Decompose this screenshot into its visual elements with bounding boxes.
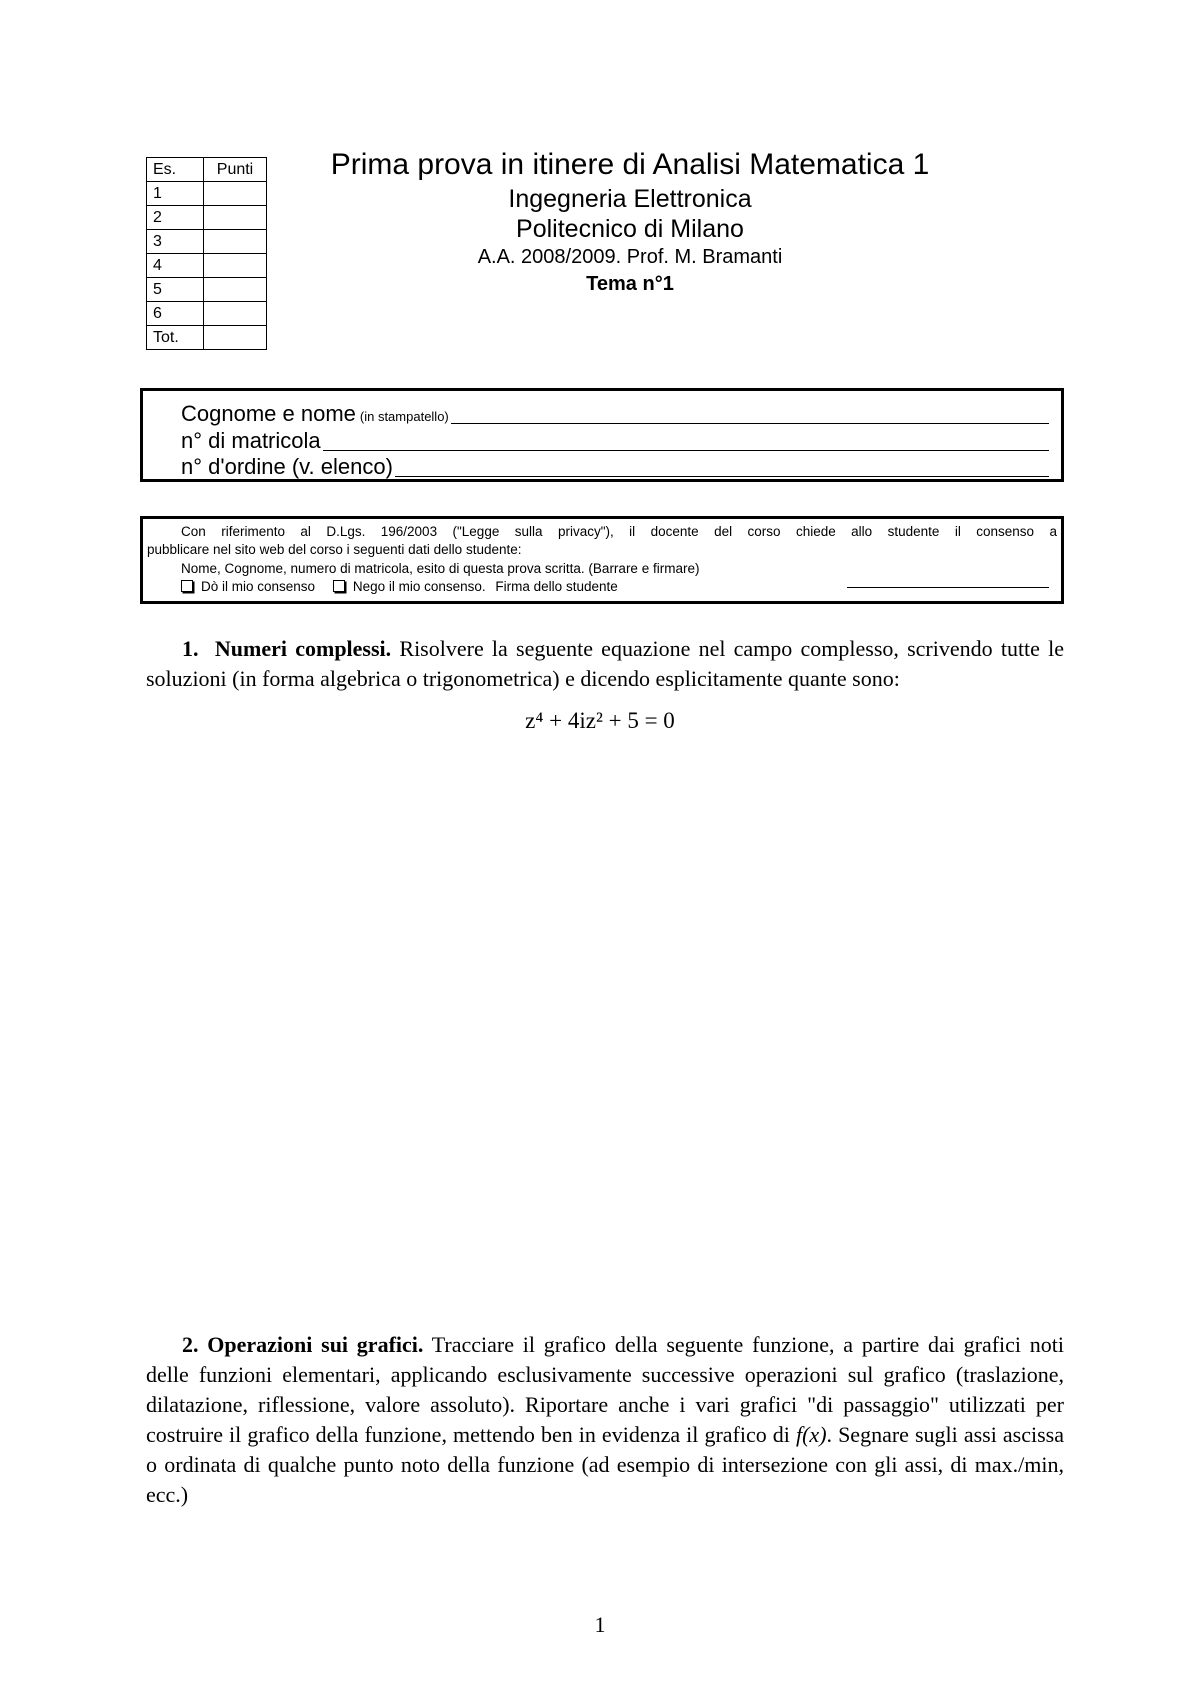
- score-row: [147, 206, 267, 230]
- consent-yes-checkbox[interactable]: [181, 580, 193, 592]
- score-cell[interactable]: [204, 230, 267, 254]
- ordine-field[interactable]: [395, 476, 1049, 477]
- score-cell[interactable]: [204, 302, 267, 326]
- exercise-1-heading: Numeri complessi.: [214, 636, 392, 661]
- score-table: [146, 157, 267, 350]
- signature-field[interactable]: [847, 587, 1049, 588]
- score-row-label: Tot.: [147, 326, 204, 350]
- name-row: [181, 401, 1049, 427]
- consent-no-checkbox[interactable]: [333, 580, 345, 592]
- privacy-line-3: Nome, Cognome, numero di matricola, esito di questa prova scritta. (Barrare e firmare): [181, 561, 700, 576]
- score-row: [147, 278, 267, 302]
- score-row: [147, 302, 267, 326]
- score-cell[interactable]: [204, 254, 267, 278]
- header-punti: Punti: [204, 158, 267, 182]
- score-cell[interactable]: [204, 182, 267, 206]
- score-row: [147, 182, 267, 206]
- exercise-1-equation: z⁴ + 4iz² + 5 = 0: [525, 708, 675, 733]
- course-name: Ingegneria Elettronica: [508, 185, 752, 213]
- score-row: [147, 230, 267, 254]
- score-row-label: 1: [147, 182, 204, 206]
- exam-title: Prima prova in itinere di Analisi Matematica 1: [330, 148, 930, 181]
- score-cell-total[interactable]: [204, 326, 267, 350]
- title-block: [300, 146, 960, 297]
- score-table-header: [147, 158, 267, 182]
- academic-year-professor: A.A. 2008/2009. Prof. M. Bramanti: [477, 246, 783, 268]
- exercise-2-heading: Operazioni sui grafici.: [207, 1332, 424, 1357]
- matricola-row: [181, 428, 1049, 454]
- score-cell[interactable]: [204, 278, 267, 302]
- exercise-2-number: 2.: [182, 1332, 199, 1357]
- privacy-line-2: pubblicare nel sito web del corso i seguenti dati dello studente:: [147, 542, 522, 557]
- name-hint: (in stampatello): [359, 409, 449, 424]
- score-row-label: 6: [147, 302, 204, 326]
- signature-label: Firma dello studente: [495, 579, 618, 594]
- exercise-1-text: Risolvere la seguente equazione nel campo complesso, scrivendo tutte le soluzioni (in forma algebrica o trigonometrica) e dicendo esplicitamente quante sono:: [146, 636, 1065, 691]
- consent-no-label: Nego il mio consenso.: [352, 579, 486, 594]
- score-row-label: 4: [147, 254, 204, 278]
- exercise-1-number: 1.: [182, 636, 199, 661]
- score-row: [147, 254, 267, 278]
- exercise-2: [146, 1330, 1064, 1510]
- privacy-line-1: Con riferimento al D.Lgs. 196/2003 ("Legge sulla privacy"), il docente del corso chiede allo studente il consenso a: [181, 524, 1057, 539]
- name-field[interactable]: [451, 423, 1049, 424]
- exercise-1: [146, 634, 1064, 694]
- ordine-label: n° d'ordine (v. elenco): [181, 454, 393, 479]
- university-name: Politecnico di Milano: [516, 215, 744, 243]
- matricola-label: n° di matricola: [181, 428, 321, 453]
- student-info-box: [140, 388, 1064, 482]
- header-es: Es.: [147, 158, 204, 182]
- score-row-label: 5: [147, 278, 204, 302]
- exercise-2-text-part1: Tracciare il grafico della seguente funzione, a partire dai grafici noti delle funzioni elementari, applicando esclusivamente successive operazioni sul grafico (traslazione, dilatazione, riflessione, valore assoluto). Riportare anche i vari grafici "di passaggio" utilizzati per costruire il grafico della funzione, mettendo ben in evidenza il grafico di: [146, 1332, 1065, 1447]
- privacy-box: [140, 516, 1064, 604]
- score-cell[interactable]: [204, 206, 267, 230]
- matricola-field[interactable]: [323, 450, 1049, 451]
- exercise-2-function: f(x): [795, 1422, 827, 1447]
- ordine-row: [181, 454, 1049, 480]
- score-row-label: 2: [147, 206, 204, 230]
- score-row-label: 3: [147, 230, 204, 254]
- exercise-2-text-part2: . Segnare sugli assi ascissa o ordinata di qualche punto noto della funzione (ad esempio di intersezione con gli assi, di max./min, ecc.): [146, 1422, 1064, 1507]
- consent-yes-label: Dò il mio consenso: [201, 579, 316, 594]
- score-row-total: [147, 326, 267, 350]
- name-label: Cognome e nome: [181, 401, 356, 426]
- consent-row: [181, 578, 618, 596]
- tema-number: Tema n°1: [586, 273, 674, 295]
- page-number: 1: [594, 1612, 606, 1637]
